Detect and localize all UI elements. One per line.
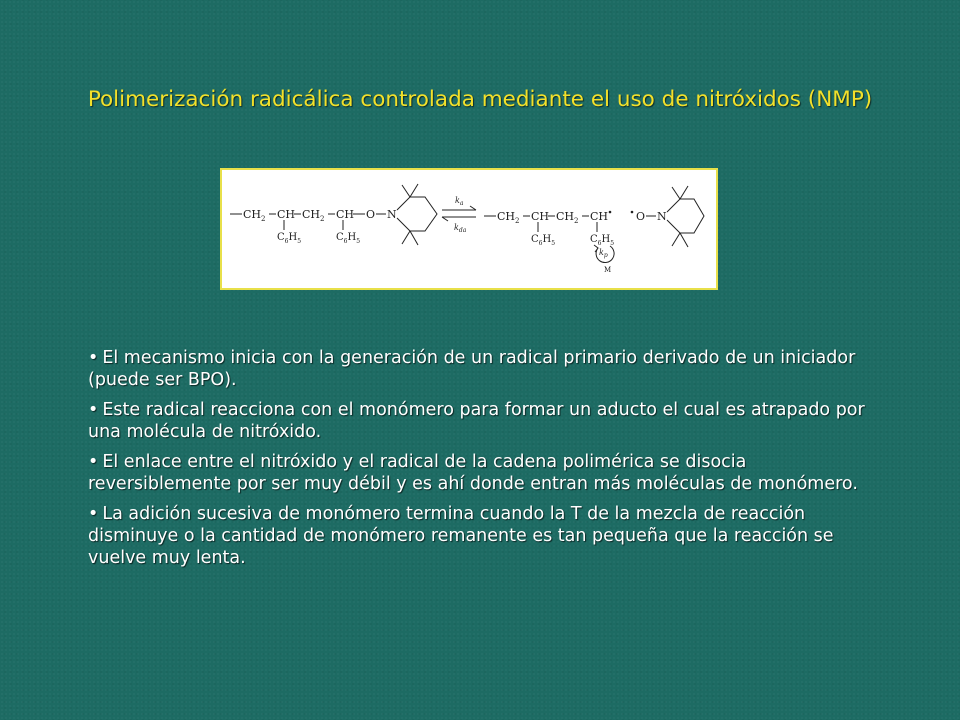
kda-label: $k_{da}$ [454,223,467,234]
right-ch2-b: $CH_2$ [556,210,579,225]
ka-label: $k_a$ [455,196,464,207]
reaction-scheme-figure [220,168,718,290]
right-ch2-a: $CH_2$ [497,210,520,225]
nmp-equilibrium-scheme [222,170,716,288]
slide-title: Polimerización radicálica controlada mediante el uso de nitróxidos (NMP) [87,87,873,112]
bullet-text: La adición sucesiva de monómero termina cuando la T de la mezcla de reacción disminuye o la cantidad de monómero remanente es tan pequeña que la reacción se vuelve muy lenta. [88,504,834,568]
left-ch-a: CH [277,208,296,221]
radical-dot-oxygen [631,211,634,214]
kp-label: $k_p$ [599,248,608,259]
bullet-text: El enlace entre el nitróxido y el radical de la cadena polimérica se disocia reversiblemente por ser muy débil y es ahí donde entran más moléculas de monómero. [88,452,858,494]
right-phenyl-a: $C_6H_5$ [531,234,556,247]
left-oxygen: O [366,208,376,221]
radical-dot-carbon [609,211,612,214]
right-ch-a: CH [531,210,550,223]
bullet-dot: • [88,400,99,420]
right-phenyl-b: $C_6H_5$ [590,234,615,247]
right-ch-b: CH [590,210,609,223]
bullet-item [88,347,878,391]
bullet-item [88,399,878,443]
right-tempo-ring [667,186,704,247]
bullet-text: Este radical reacciona con el monómero para formar un aducto el cual es atrapado por una molécula de nitróxido. [88,400,865,442]
bullet-item [88,451,878,495]
bullet-dot: • [88,504,99,524]
left-tempo-ring [397,184,437,245]
monomer-label: M [604,266,612,274]
left-phenyl-a: $C_6H_5$ [277,232,302,245]
left-ch-b: CH [336,208,355,221]
bullet-dot: • [88,348,99,368]
left-phenyl-b: $C_6H_5$ [336,232,361,245]
bullet-text: El mecanismo inicia con la generación de un radical primario derivado de un iniciador (puede ser BPO). [88,348,856,390]
left-ch2-a: $CH_2$ [243,208,266,223]
left-nitrogen: N [387,208,397,221]
bullet-list [88,347,878,577]
right-nitrogen: N [657,210,667,223]
left-ch2-b: $CH_2$ [302,208,325,223]
right-oxygen: O [636,210,646,223]
bullet-item [88,503,878,569]
bullet-dot: • [88,452,99,472]
equilibrium-arrows [442,206,476,221]
